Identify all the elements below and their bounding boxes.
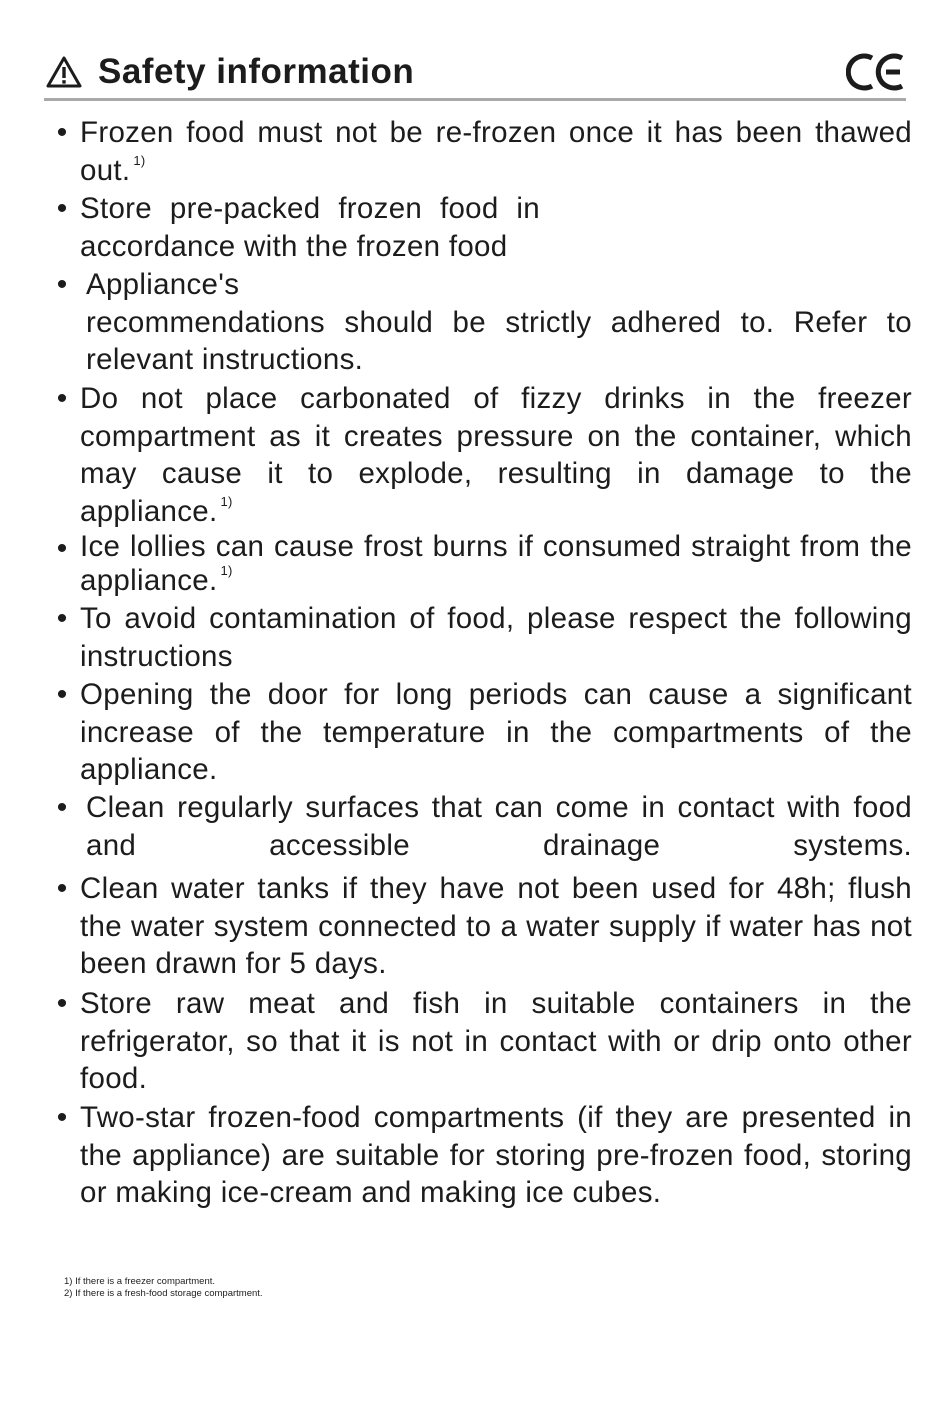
bullet-icon: • bbox=[56, 791, 68, 824]
footnote-ref: 1) bbox=[220, 563, 233, 578]
bullet-icon: • bbox=[56, 987, 68, 1020]
footnote: 2) If there is a fresh-food storage compartment. bbox=[64, 1288, 263, 1299]
ce-mark-logo bbox=[846, 52, 906, 92]
safety-item-text: Do not place carbonated of fizzy drinks in the freezer compartment as it creates pressure on the container, which may cause it to explode, resulting in damage to the appliance. bbox=[80, 382, 912, 528]
safety-item bbox=[52, 676, 912, 789]
warning-triangle-icon bbox=[46, 56, 82, 88]
footnote: 1) If there is a freezer compartment. bbox=[64, 1276, 216, 1287]
bullet-icon: • bbox=[56, 268, 68, 301]
safety-item bbox=[52, 266, 912, 379]
safety-item bbox=[52, 600, 912, 675]
safety-item-text: To avoid contamination of food, please respect the following instructions bbox=[80, 602, 912, 673]
safety-item-text: Frozen food must not be re-frozen once it has been thawed out. bbox=[80, 116, 912, 187]
safety-item-text: Two-star frozen-food compartments (if they are presented in the appliance) are suitable for storing pre-frozen food, storing or making ice-cream and making ice cubes. bbox=[80, 1101, 912, 1209]
safety-item bbox=[52, 1099, 912, 1212]
safety-item bbox=[52, 530, 912, 598]
bullet-icon: • bbox=[56, 872, 68, 905]
safety-item-text: recommendations should be strictly adhered to. Refer to relevant instructions. bbox=[86, 305, 912, 376]
safety-item-text: Ice lollies can cause frost burns if consumed straight from the appliance. bbox=[80, 530, 912, 597]
footnotes bbox=[64, 1276, 263, 1300]
safety-item bbox=[52, 870, 912, 983]
safety-item-text: Appliance's bbox=[86, 268, 240, 301]
footnote-ref: 1) bbox=[133, 152, 146, 168]
section-header bbox=[44, 46, 906, 98]
safety-item bbox=[52, 985, 912, 1098]
safety-item bbox=[52, 380, 912, 530]
safety-item-text: Opening the door for long periods can cause a significant increase of the temperature in the compartments of the appliance. bbox=[80, 678, 912, 786]
bullet-icon: • bbox=[56, 602, 68, 635]
safety-item bbox=[52, 114, 912, 189]
bullet-icon: • bbox=[56, 678, 68, 711]
safety-item-text: Store raw meat and fish in suitable containers in the refrigerator, so that it is not in contact with or drip onto other food. bbox=[80, 987, 912, 1095]
header-divider bbox=[44, 98, 906, 101]
safety-item-text: Clean water tanks if they have not been used for 48h; flush the water system connected to a water supply if water has not been drawn for 5 days. bbox=[80, 872, 912, 980]
bullet-icon: • bbox=[56, 116, 68, 149]
bullet-icon: • bbox=[56, 192, 68, 225]
safety-item bbox=[52, 789, 912, 864]
footnote-ref: 1) bbox=[220, 493, 233, 509]
bullet-icon: • bbox=[56, 382, 68, 415]
safety-item-text: Clean regularly surfaces that can come in contact with food and accessible drainage systems. bbox=[86, 791, 912, 862]
bullet-icon: • bbox=[56, 532, 68, 565]
bullet-icon: • bbox=[56, 1101, 68, 1134]
page-title: Safety information bbox=[98, 52, 415, 91]
safety-item bbox=[52, 190, 912, 265]
safety-item-text: Store pre-packed frozen food in accordance with the frozen food bbox=[80, 192, 540, 263]
